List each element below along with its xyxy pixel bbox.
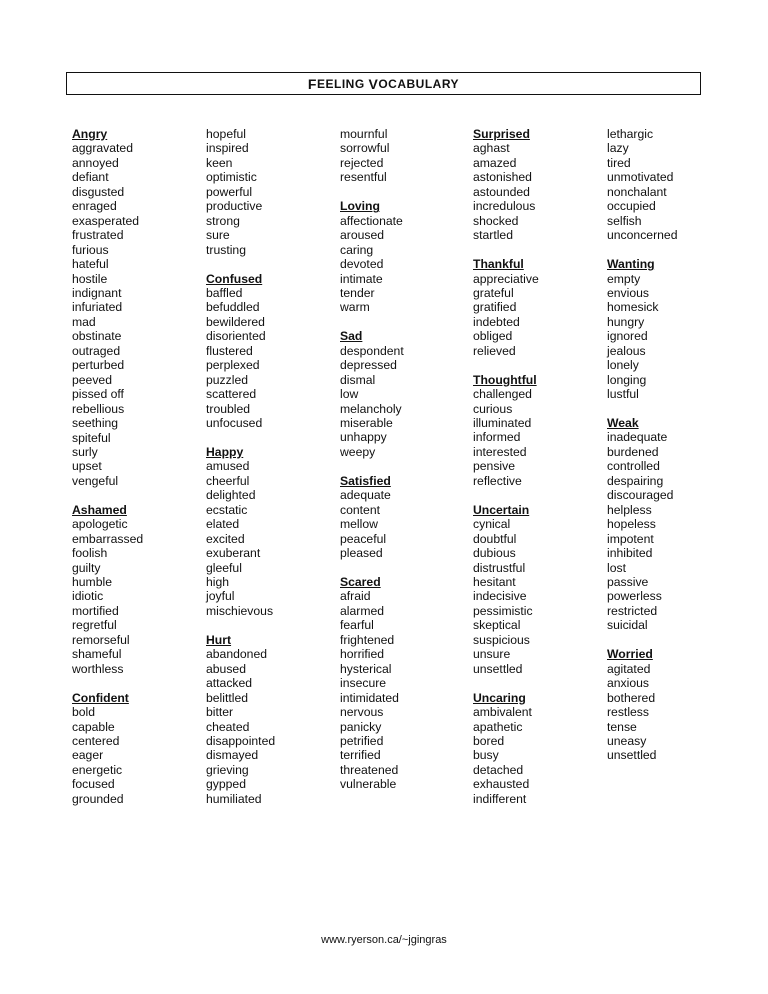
feeling-word: controlled [607, 459, 660, 474]
feeling-word: inadequate [607, 430, 668, 445]
feeling-word: peaceful [340, 531, 387, 546]
page-title [66, 72, 701, 95]
feeling-word: troubled [206, 401, 251, 416]
feeling-word: exuberant [206, 546, 261, 561]
feeling-word: excited [206, 531, 245, 546]
feeling-word: restricted [607, 603, 658, 618]
feeling-word: pissed off [72, 387, 124, 402]
feeling-group [473, 503, 603, 676]
feeling-word: idiotic [72, 589, 104, 604]
feeling-word: startled [473, 228, 513, 243]
feeling-group [206, 272, 336, 431]
feeling-word: mad [72, 314, 96, 329]
feeling-word: hopeful [206, 127, 246, 141]
feeling-word: aghast [473, 141, 510, 156]
feeling-group [340, 575, 470, 792]
feeling-word: exhausted [473, 777, 530, 792]
title-initial-1: F [307, 75, 317, 92]
feeling-word: melancholy [340, 401, 402, 416]
feeling-word: amazed [473, 155, 517, 170]
feeling-group [340, 127, 470, 185]
feeling-word: horrified [340, 647, 385, 662]
feeling-word: obstinate [72, 329, 122, 344]
feeling-word: envious [607, 285, 650, 300]
feeling-word: vulnerable [340, 777, 397, 792]
title-rest-2: OCABULARY [378, 76, 460, 91]
feeling-word: focused [72, 777, 115, 792]
feeling-group [473, 691, 603, 807]
feeling-word: furious [72, 242, 109, 257]
feeling-word: lethargic [607, 127, 654, 141]
feeling-word: indebted [473, 314, 520, 329]
feeling-word: shameful [72, 647, 122, 662]
feeling-word: appreciative [473, 271, 539, 286]
feeling-word: abandoned [206, 647, 268, 662]
feeling-word: anxious [607, 676, 650, 691]
feeling-word: unhappy [340, 430, 387, 445]
feeling-group [340, 199, 470, 315]
feeling-word: warm [340, 300, 370, 315]
feeling-word: bothered [607, 690, 656, 705]
feeling-word: humble [72, 575, 112, 590]
feeling-heading: Thoughtful [473, 372, 537, 387]
feeling-word: hopeless [607, 517, 656, 532]
feeling-word: worthless [72, 661, 124, 676]
feeling-word: dismal [340, 372, 376, 387]
feeling-word: abused [206, 661, 246, 676]
feeling-group [473, 127, 603, 243]
feeling-word: threatened [340, 762, 399, 777]
feeling-word: skeptical [473, 618, 521, 633]
feeling-word: gratified [473, 300, 517, 315]
feeling-word: infuriated [72, 300, 123, 315]
feeling-word: outraged [72, 343, 121, 358]
feeling-word: grateful [473, 285, 514, 300]
feeling-word: occupied [607, 199, 656, 214]
feeling-word: cynical [473, 517, 511, 532]
vocabulary-column [607, 127, 737, 763]
feeling-word: defiant [72, 170, 109, 185]
feeling-word: despondent [340, 343, 404, 358]
feeling-heading: Loving [340, 199, 380, 214]
feeling-word: humiliated [206, 791, 262, 806]
feeling-group [473, 373, 603, 489]
feeling-word: detached [473, 762, 524, 777]
vocabulary-column [206, 127, 336, 806]
feeling-word: indifferent [473, 791, 527, 806]
feeling-word: belittled [206, 690, 249, 705]
feeling-word: perplexed [206, 358, 260, 373]
feeling-heading: Ashamed [72, 502, 127, 517]
feeling-word: befuddled [206, 300, 260, 315]
feeling-word: pensive [473, 459, 516, 474]
feeling-group [340, 474, 470, 561]
feeling-word: dismayed [206, 748, 259, 763]
feeling-heading: Worried [607, 647, 653, 662]
feeling-word: caring [340, 242, 374, 257]
feeling-word: interested [473, 444, 527, 459]
feeling-word: resentful [340, 170, 387, 185]
feeling-word: obliged [473, 329, 513, 344]
feeling-word: embarrassed [72, 531, 144, 546]
feeling-heading: Wanting [607, 257, 655, 272]
feeling-word: unconcerned [607, 228, 678, 243]
feeling-word: agitated [607, 661, 651, 676]
feeling-word: mischievous [206, 603, 274, 618]
feeling-word: hungry [607, 314, 645, 329]
feeling-word: unsettled [607, 748, 657, 763]
feeling-word: guilty [72, 560, 101, 575]
feeling-word: distrustful [473, 560, 526, 575]
feeling-word: petrified [340, 733, 384, 748]
feeling-word: pleased [340, 546, 383, 561]
feeling-word: high [206, 575, 230, 590]
feeling-word: mournful [340, 127, 388, 141]
feeling-word: elated [206, 517, 240, 532]
feeling-word: energetic [72, 762, 123, 777]
feeling-word: productive [206, 199, 263, 214]
feeling-word: powerful [206, 184, 253, 199]
feeling-word: tired [607, 155, 631, 170]
feeling-word: unsettled [473, 661, 523, 676]
feeling-word: tense [607, 719, 637, 734]
feeling-word: ambivalent [473, 705, 532, 720]
feeling-word: baffled [206, 285, 243, 300]
feeling-word: informed [473, 430, 521, 445]
title-initial-2: V [368, 75, 379, 92]
feeling-word: seething [72, 416, 119, 431]
feeling-word: panicky [340, 719, 382, 734]
feeling-word: intimidated [340, 690, 399, 705]
feeling-word: optimistic [206, 170, 257, 185]
feeling-word: frustrated [72, 228, 124, 243]
feeling-word: lonely [607, 358, 639, 373]
feeling-word: puzzled [206, 372, 249, 387]
feeling-word: strong [206, 213, 240, 228]
feeling-heading: Sad [340, 329, 363, 344]
feeling-word: ignored [607, 329, 648, 344]
vocabulary-column [473, 127, 603, 806]
feeling-word: bewildered [206, 314, 265, 329]
feeling-word: shocked [473, 213, 519, 228]
feeling-word: jealous [607, 343, 646, 358]
feeling-word: reflective [473, 473, 522, 488]
feeling-heading: Surprised [473, 127, 530, 141]
feeling-word: joyful [206, 589, 235, 604]
feeling-word: cheated [206, 719, 250, 734]
feeling-group [607, 416, 737, 633]
feeling-word: attacked [206, 676, 253, 691]
feeling-word: suicidal [607, 618, 648, 633]
feeling-group [206, 127, 336, 257]
feeling-word: bored [473, 733, 505, 748]
feeling-word: remorseful [72, 632, 130, 647]
feeling-word: apathetic [473, 719, 523, 734]
feeling-word: lustful [607, 387, 639, 402]
feeling-word: homesick [607, 300, 659, 315]
feeling-heading: Satisfied [340, 473, 391, 488]
feeling-word: hateful [72, 257, 109, 272]
feeling-group [206, 633, 336, 806]
feeling-word: foolish [72, 546, 108, 561]
feeling-word: low [340, 387, 359, 402]
feeling-word: disoriented [206, 329, 266, 344]
feeling-heading: Confident [72, 690, 129, 705]
feeling-word: adequate [340, 488, 391, 503]
feeling-word: curious [473, 401, 513, 416]
feeling-word: lost [607, 560, 626, 575]
feeling-word: indignant [72, 285, 122, 300]
feeling-word: upset [72, 459, 102, 474]
feeling-word: grounded [72, 791, 124, 806]
feeling-group [72, 691, 202, 807]
feeling-word: centered [72, 734, 120, 748]
feeling-word: helpless [607, 502, 652, 517]
feeling-word: uneasy [607, 733, 647, 748]
feeling-group [206, 445, 336, 618]
feeling-word: weepy [340, 444, 376, 459]
feeling-heading: Uncaring [473, 690, 526, 705]
feeling-word: busy [473, 748, 499, 763]
feeling-word: mellow [340, 517, 378, 532]
feeling-word: bitter [206, 705, 234, 720]
feeling-word: empty [607, 271, 641, 286]
feeling-word: despairing [607, 473, 664, 488]
feeling-word: incredulous [473, 199, 536, 214]
feeling-group [607, 127, 737, 243]
feeling-word: delighted [206, 488, 256, 503]
feeling-word: unmotivated [607, 170, 674, 185]
feeling-word: cheerful [206, 473, 250, 488]
feeling-group [607, 257, 737, 402]
feeling-word: capable [72, 719, 115, 734]
feeling-word: inhibited [607, 546, 653, 561]
feeling-word: peeved [72, 372, 112, 387]
feeling-word: insecure [340, 676, 387, 691]
feeling-word: unsure [473, 647, 511, 662]
feeling-group [607, 647, 737, 763]
feeling-word: scattered [206, 387, 257, 402]
feeling-word: unfocused [206, 416, 263, 431]
vocabulary-column [72, 127, 202, 806]
feeling-word: alarmed [340, 603, 385, 618]
feeling-heading: Thankful [473, 257, 524, 272]
feeling-word: perturbed [72, 358, 125, 373]
feeling-word: grieving [206, 762, 249, 777]
feeling-word: flustered [206, 343, 253, 358]
feeling-word: aroused [340, 228, 385, 243]
feeling-word: frightened [340, 632, 395, 647]
feeling-word: vengeful [72, 473, 119, 488]
feeling-word: selfish [607, 213, 642, 228]
feeling-word: passive [607, 575, 649, 590]
feeling-heading: Hurt [206, 632, 232, 647]
feeling-word: relieved [473, 343, 516, 358]
feeling-word: inspired [206, 141, 249, 156]
feeling-word: gleeful [206, 560, 242, 575]
feeling-word: nonchalant [607, 184, 667, 199]
feeling-word: disappointed [206, 733, 276, 748]
feeling-word: affectionate [340, 213, 403, 228]
feeling-heading: Scared [340, 574, 381, 589]
feeling-word: spiteful [72, 430, 111, 445]
feeling-word: hesitant [473, 575, 516, 589]
feeling-word: rejected [340, 155, 384, 170]
feeling-word: annoyed [72, 155, 119, 170]
feeling-word: aggravated [72, 141, 133, 156]
feeling-word: tender [340, 285, 375, 300]
feeling-word: powerless [607, 589, 662, 604]
feeling-word: lazy [607, 141, 629, 156]
feeling-word: hostile [72, 271, 108, 286]
feeling-word: dubious [473, 546, 516, 561]
feeling-word: ecstatic [206, 502, 248, 517]
feeling-word: doubtful [473, 531, 517, 546]
feeling-word: suspicious [473, 632, 530, 647]
feeling-heading: Weak [607, 416, 639, 431]
feeling-word: bold [72, 705, 96, 720]
feeling-word: sorrowful [340, 141, 390, 156]
feeling-heading: Happy [206, 444, 244, 459]
feeling-word: devoted [340, 257, 384, 272]
feeling-word: rebellious [72, 401, 125, 416]
feeling-word: content [340, 502, 380, 517]
feeling-word: depressed [340, 358, 397, 373]
feeling-group [473, 257, 603, 358]
feeling-word: challenged [473, 387, 532, 402]
feeling-word: impotent [607, 531, 654, 546]
feeling-heading: Uncertain [473, 502, 530, 517]
feeling-word: astounded [473, 184, 530, 199]
feeling-word: nervous [340, 705, 384, 720]
feeling-word: exasperated [72, 213, 140, 228]
feeling-word: apologetic [72, 517, 128, 532]
feeling-word: mortified [72, 603, 119, 618]
feeling-word: hysterical [340, 661, 392, 676]
footer-url: www.ryerson.ca/~jgingras [321, 934, 447, 946]
feeling-word: pessimistic [473, 603, 533, 618]
feeling-word: amused [206, 459, 250, 474]
feeling-word: keen [206, 155, 233, 170]
title-rest-1: EELING [316, 76, 365, 91]
feeling-group [340, 329, 470, 459]
feeling-word: miserable [340, 416, 393, 431]
feeling-word: eager [72, 748, 104, 763]
feeling-word: terrified [340, 748, 381, 763]
feeling-group [72, 127, 202, 488]
feeling-word: enraged [72, 199, 117, 214]
feeling-group [72, 503, 202, 676]
feeling-word: trusting [206, 242, 246, 257]
feeling-word: fearful [340, 618, 374, 633]
feeling-word: regretful [72, 618, 117, 633]
feeling-word: longing [607, 372, 647, 387]
vocabulary-column [340, 127, 470, 792]
feeling-word: restless [607, 705, 649, 720]
feeling-word: astonished [473, 170, 532, 185]
feeling-heading: Angry [72, 127, 108, 141]
feeling-word: sure [206, 228, 230, 243]
feeling-word: intimate [340, 271, 383, 286]
feeling-word: disgusted [72, 184, 125, 199]
feeling-word: discouraged [607, 488, 674, 503]
feeling-word: gypped [206, 777, 246, 792]
feeling-word: indecisive [473, 589, 527, 604]
feeling-word: afraid [340, 589, 371, 604]
feeling-word: burdened [607, 444, 659, 459]
feeling-word: illuminated [473, 416, 532, 431]
feeling-word: surly [72, 444, 98, 459]
feeling-heading: Confused [206, 271, 263, 286]
